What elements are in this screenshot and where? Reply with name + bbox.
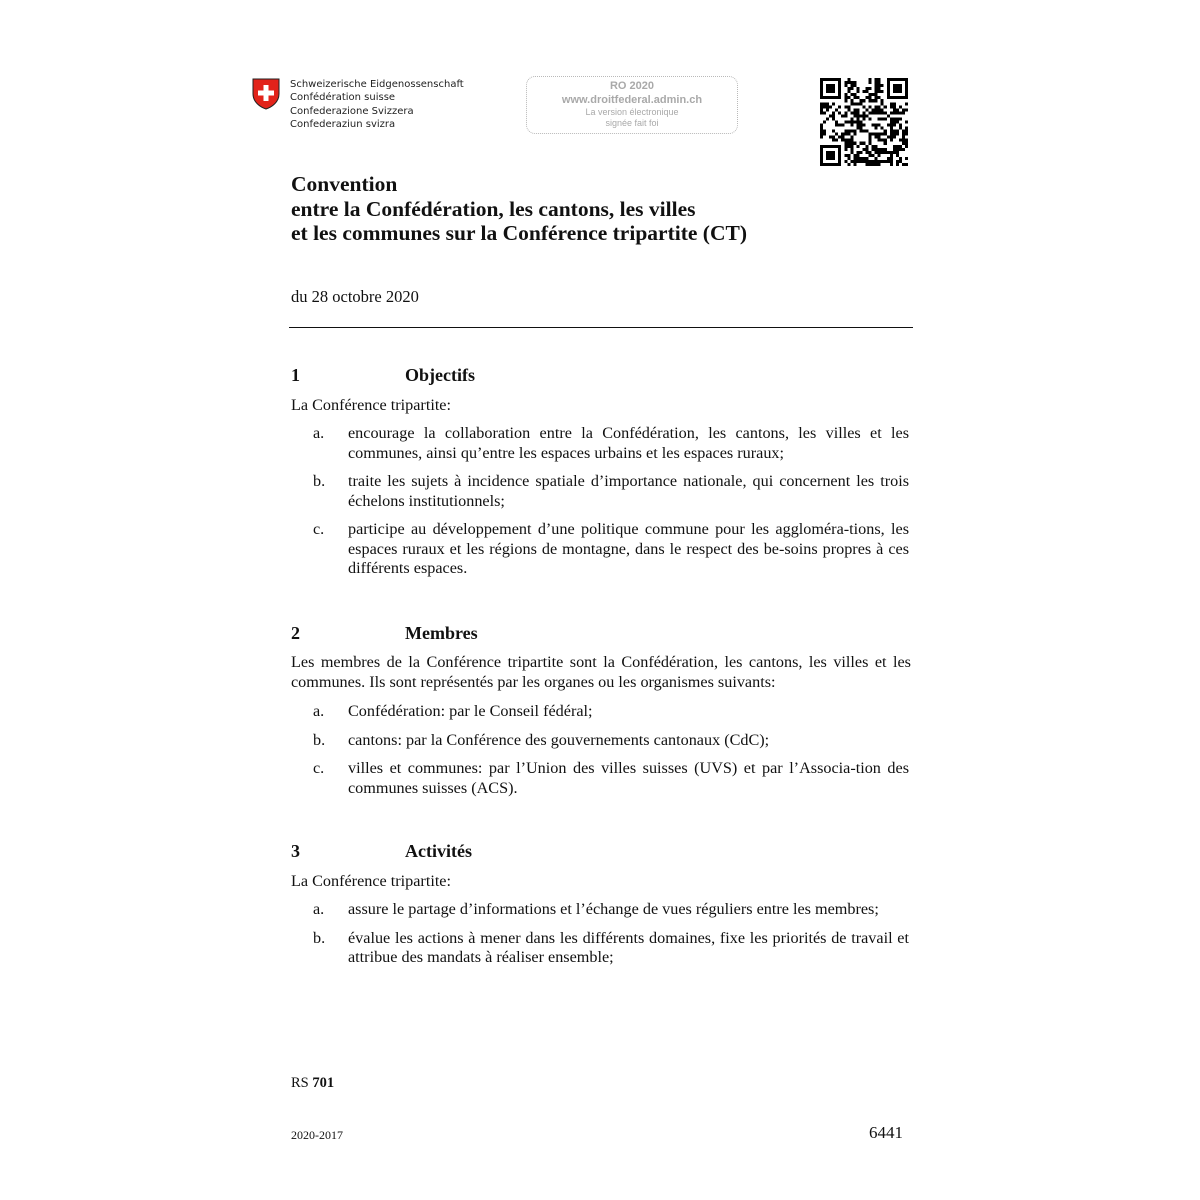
confederation-name-de: Schweizerische Eidgenossenschaft	[290, 79, 464, 90]
item-text: cantons: par la Conférence des gouvernements cantonaux (CdC);	[348, 730, 770, 749]
confederation-name-fr: Confédération suisse	[290, 92, 396, 104]
section-title: Objectifs	[405, 365, 475, 385]
rs-reference	[291, 1075, 334, 1092]
list-item	[291, 731, 911, 751]
document-title	[291, 172, 911, 246]
item-text: encourage la collaboration entre la Confédération, les cantons, les villes et les communes, ainsi qu’entre les espaces urbains et les espaces ruraux;	[348, 424, 909, 462]
item-label: c.	[313, 759, 325, 777]
list-item	[291, 900, 911, 920]
title-line-1: Convention	[291, 172, 398, 196]
section-number: 3	[291, 841, 300, 861]
section-list-1	[291, 424, 911, 588]
item-label: c.	[313, 520, 325, 538]
document-date: du 28 octobre 2020	[291, 287, 419, 306]
item-label: a.	[313, 424, 325, 442]
section-list-2	[291, 702, 911, 807]
item-text: participe au développement d’une politique commune pour les aggloméra-tions, les espaces ruraux et les régions de montagne, dans le respect des be-soins propres à ces différents espaces.	[348, 520, 909, 577]
item-text: villes et communes: par l’Union des villes suisses (UVS) et par l’Associa-tion des communes suisses (ACS).	[348, 759, 909, 797]
stamp-note-1: La version électronique	[585, 107, 679, 117]
document-id: 2020-2017	[291, 1128, 343, 1142]
title-line-3: et les communes sur la Conférence tripartite (CT)	[291, 221, 747, 245]
item-text: assure le partage d’informations et l’échange de vues réguliers entre les membres;	[348, 900, 879, 918]
list-item	[291, 702, 911, 722]
title-line-2: entre la Confédération, les cantons, les villes	[291, 196, 696, 221]
section-title: Activités	[405, 841, 472, 861]
list-item	[291, 424, 911, 463]
confederation-names	[290, 78, 464, 131]
item-label: b.	[313, 730, 326, 749]
stamp-website: www.droitfederal.admin.ch	[561, 94, 703, 106]
section-title: Membres	[405, 623, 478, 643]
list-item	[291, 759, 911, 798]
section-number: 1	[291, 365, 300, 385]
stamp-note-2: signée fait foi	[605, 118, 659, 128]
item-text: Confédération: par le Conseil fédéral;	[348, 702, 593, 720]
confederation-name-it: Confederazione Svizzera	[290, 105, 414, 117]
section-intro: La Conférence tripartite:	[291, 872, 451, 890]
section-intro: La Conférence tripartite:	[291, 396, 451, 414]
list-item	[291, 472, 911, 511]
rs-prefix: RS	[291, 1075, 309, 1091]
item-label: b.	[313, 928, 326, 947]
qr-code-icon	[820, 78, 908, 166]
official-stamp	[526, 76, 738, 134]
list-item	[291, 929, 911, 968]
rs-number: 701	[312, 1075, 335, 1091]
list-item	[291, 520, 911, 579]
section-list-3	[291, 900, 911, 977]
page-number: 6441	[869, 1123, 903, 1142]
item-text: évalue les actions à mener dans les différents domaines, fixe les priorités de travail et attribue des mandats à réaliser ensemble;	[348, 928, 909, 966]
stamp-ro: RO 2020	[609, 80, 655, 92]
section-intro: Les membres de la Conférence tripartite sont la Confédération, les cantons, les villes et les communes. Ils sont représentés par les organes ou les organismes suivants:	[291, 653, 911, 691]
confederation-name-rm: Confederaziun svizra	[290, 118, 396, 130]
item-label: a.	[313, 900, 325, 918]
item-label: b.	[313, 472, 326, 490]
swiss-coat-of-arms-icon	[252, 78, 280, 110]
section-number: 2	[291, 623, 300, 643]
item-text: traite les sujets à incidence spatiale d’importance nationale, qui concernent les trois échelons institutionnels;	[348, 472, 909, 510]
item-label: a.	[313, 702, 325, 720]
title-divider	[289, 327, 913, 328]
